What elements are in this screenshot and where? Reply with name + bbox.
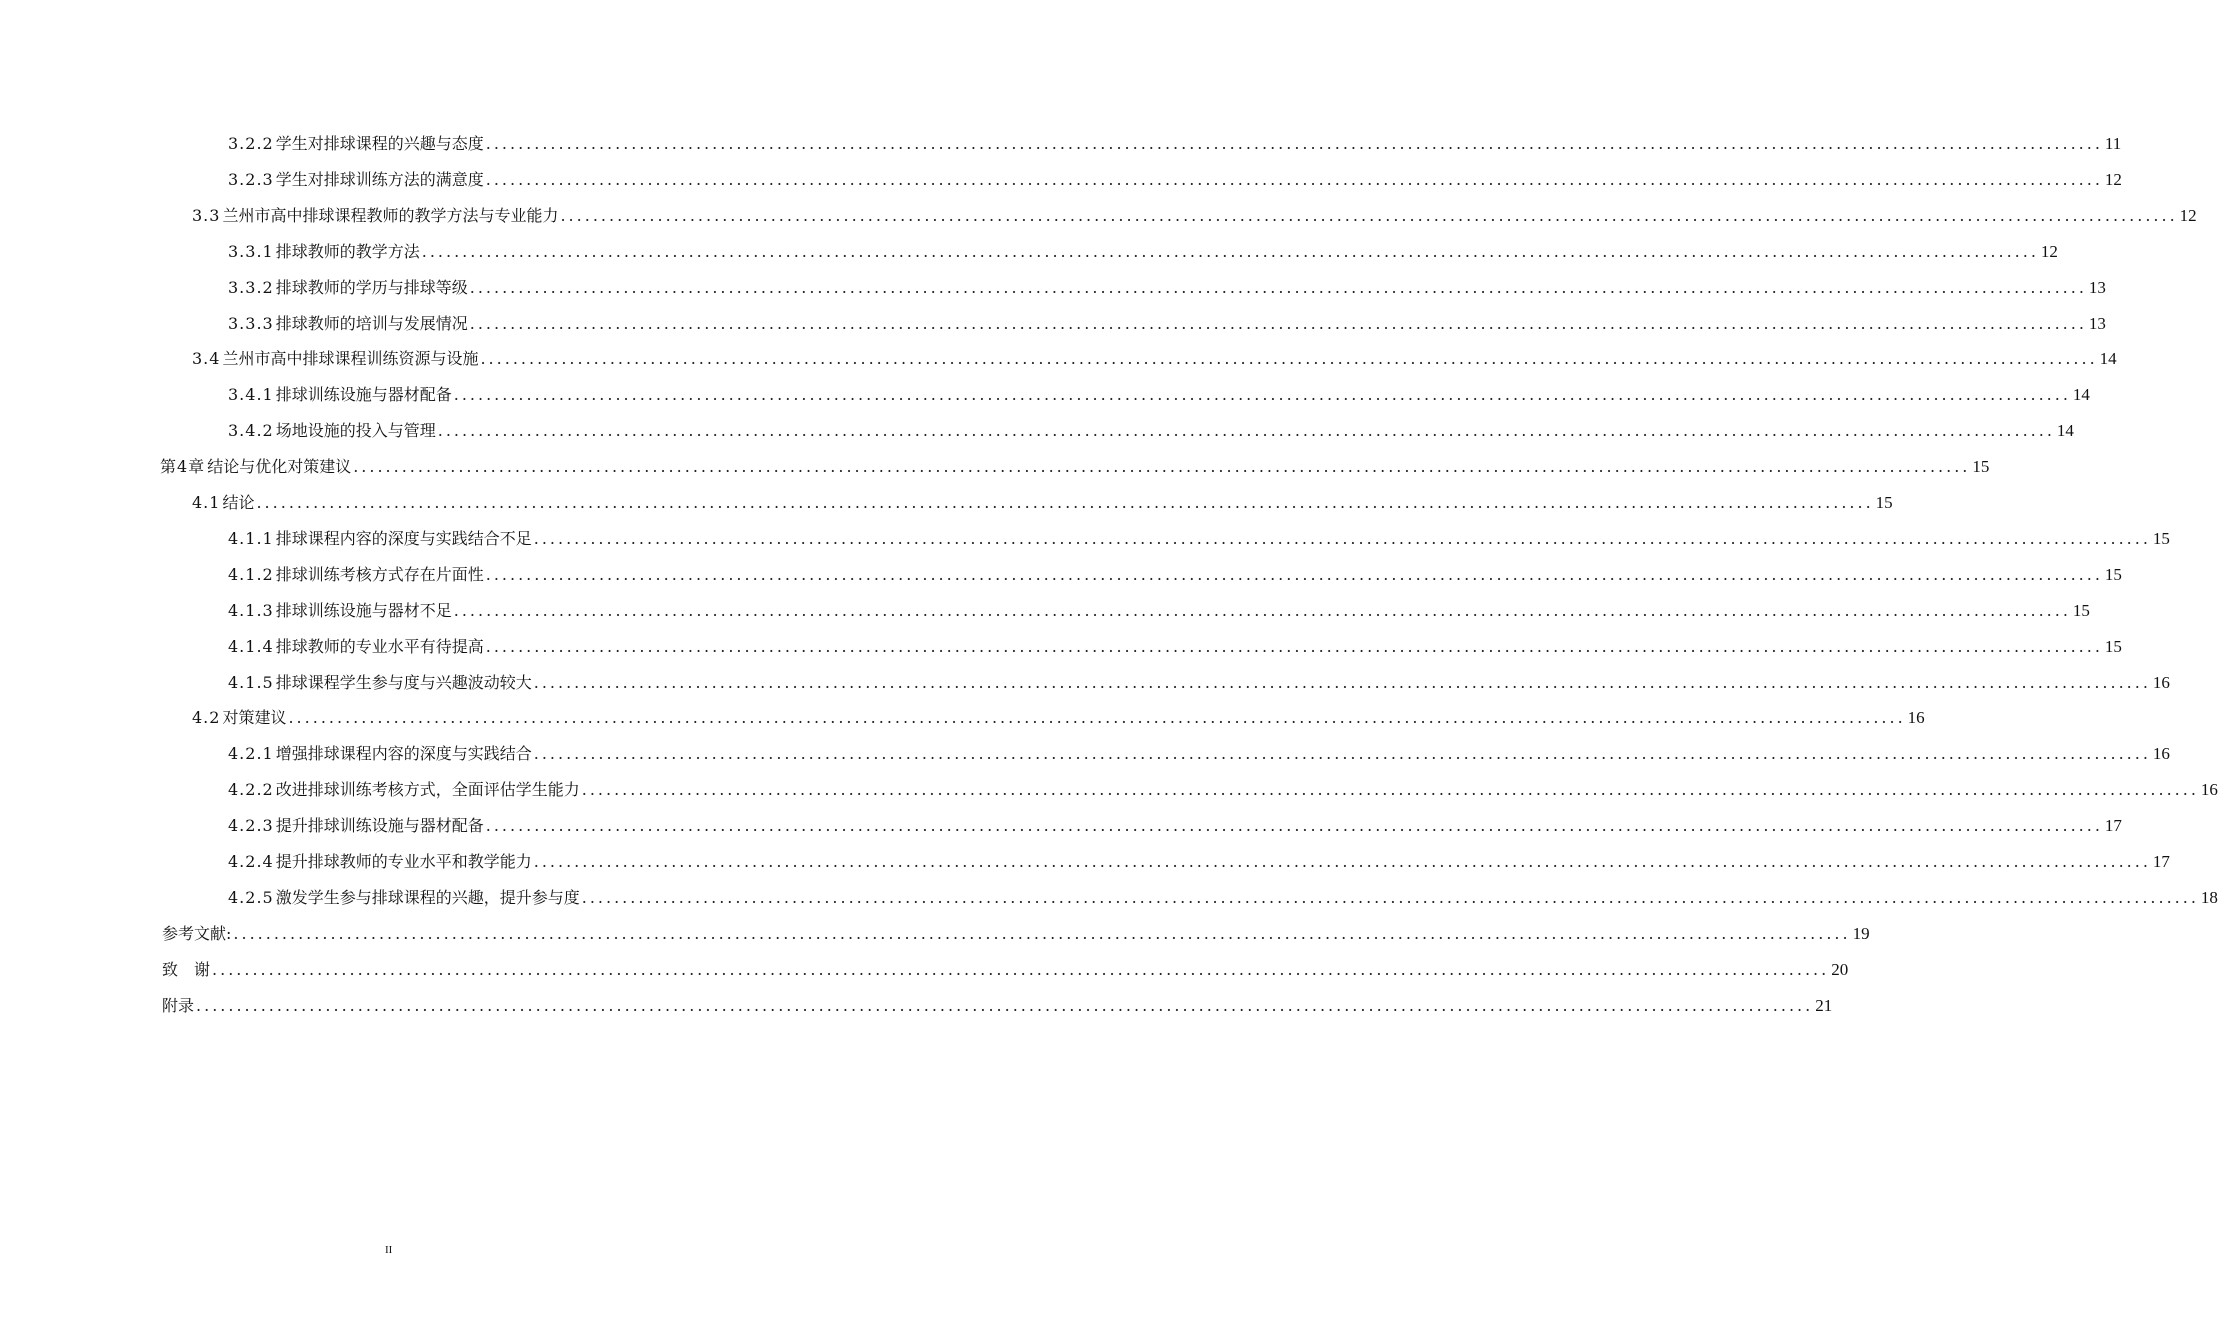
toc-entry-page: 20 xyxy=(1831,959,1849,979)
toc-entry-title: 改进排球训练考核方式，全面评估学生能力 xyxy=(275,780,580,800)
dot-leader: ........................................................................................................................................................................................................ xyxy=(485,169,2103,189)
toc-entry-number: 3.4 xyxy=(192,349,221,369)
toc-entry-title: 提升排球教师的专业水平和教学能力 xyxy=(275,852,532,871)
toc-entry-number: 3.3.3 xyxy=(228,313,274,333)
toc-entry-title: 排球教师的教学方法 xyxy=(275,241,420,261)
dot-leader: ........................................................................................................................................................................................................ xyxy=(288,708,1906,728)
toc-entry[interactable] xyxy=(160,994,1833,1018)
toc-entry-title: 提升排球训练设施与器材配备 xyxy=(275,816,484,836)
toc-entry-number: 4.2.5 xyxy=(228,887,274,907)
toc-entry[interactable] xyxy=(160,958,1849,982)
dot-leader: ........................................................................................................................................................................................................ xyxy=(533,672,2151,692)
toc-entry-number: 3.4.1 xyxy=(228,385,274,405)
dot-leader: ........................................................................................................................................................................................................ xyxy=(533,852,2151,871)
toc-entry-number: 4.2.2 xyxy=(228,780,274,800)
toc-entry-title: 学生对排球训练方法的满意度 xyxy=(275,169,484,189)
toc-entry-number: 4.2.1 xyxy=(228,744,274,764)
toc-entry-number: 第4章 xyxy=(160,457,206,477)
toc-entry-page: 17 xyxy=(2152,852,2170,871)
toc-entry-page: 14 xyxy=(2099,349,2117,369)
dot-leader: ........................................................................................................................................................................................................ xyxy=(533,744,2151,764)
toc-entry-number: 4.1.5 xyxy=(228,672,274,692)
toc-entry-number: 4.2.3 xyxy=(228,816,274,836)
toc-entry[interactable] xyxy=(228,240,2058,264)
toc-entry[interactable] xyxy=(160,455,1990,479)
toc-entry-number: 4.1.2 xyxy=(228,564,274,584)
toc-entry[interactable] xyxy=(228,168,2122,192)
toc-entry-number: 4.1 xyxy=(192,493,221,512)
toc-entry-page: 17 xyxy=(2104,816,2122,836)
toc-entry-number: 4.1.1 xyxy=(228,528,274,548)
toc-entry-page: 16 xyxy=(2152,672,2170,692)
toc-entry[interactable] xyxy=(228,742,2170,766)
toc-entry[interactable] xyxy=(228,132,2122,156)
dot-leader: ........................................................................................................................................................................................................ xyxy=(485,636,2103,656)
toc-entry-title: 兰州市高中排球课程训练资源与设施 xyxy=(222,349,479,369)
toc-entry-title: 排球训练设施与器材配备 xyxy=(275,385,452,405)
dot-leader: ........................................................................................................................................................................................................ xyxy=(533,528,2151,548)
toc-entry-title: 结论与优化对策建议 xyxy=(207,457,352,477)
toc-entry-title: 排球训练考核方式存在片面性 xyxy=(275,564,484,584)
toc-entry-number: 4.1.3 xyxy=(228,600,274,620)
toc-entry-title: 排球教师的专业水平有待提高 xyxy=(275,636,484,656)
toc-entry-title: 排球教师的培训与发展情况 xyxy=(275,313,468,333)
toc-entry-page: 15 xyxy=(2152,528,2170,548)
page-number-footer: II xyxy=(385,1244,393,1256)
dot-leader: ........................................................................................................................................................................................................ xyxy=(480,349,2098,369)
toc-entry[interactable] xyxy=(228,527,2170,551)
toc-entry-page: 15 xyxy=(1972,457,1990,477)
dot-leader: ........................................................................................................................................................................................................ xyxy=(437,421,2055,441)
toc-entry[interactable] xyxy=(228,850,2170,874)
toc-entry-title: 附录 xyxy=(162,995,195,1015)
toc-entry[interactable] xyxy=(228,778,2218,802)
toc-entry-page: 13 xyxy=(2088,277,2106,297)
toc-entry-title: 排球教师的学历与排球等级 xyxy=(275,277,468,297)
dot-leader: ........................................................................................................................................................................................................ xyxy=(469,277,2087,297)
toc-entry[interactable] xyxy=(192,204,2197,228)
toc-entry-number: 3.3 xyxy=(192,205,221,225)
toc-entry[interactable] xyxy=(228,599,2090,623)
toc-entry-number: 3.3.1 xyxy=(228,241,274,261)
toc-entry-number: 4.1.4 xyxy=(228,636,274,656)
toc-entry-page: 16 xyxy=(2200,780,2218,800)
dot-leader: ........................................................................................................................................................................................................ xyxy=(212,959,1830,979)
dot-leader: ........................................................................................................................................................................................................ xyxy=(581,887,2199,907)
toc-entry-page: 14 xyxy=(2056,421,2074,441)
dot-leader: ........................................................................................................................................................................................................ xyxy=(485,564,2103,584)
toc-entry-title: 排球训练设施与器材不足 xyxy=(275,600,452,620)
toc-entry[interactable] xyxy=(192,706,1925,730)
toc-entry-number: 3.3.2 xyxy=(228,277,274,297)
toc-entry-title: 致 谢 xyxy=(162,959,211,979)
toc-entry-page: 15 xyxy=(1875,493,1893,512)
toc-entry[interactable] xyxy=(228,814,2122,838)
toc-entry-page: 18 xyxy=(2200,887,2218,907)
dot-leader: ........................................................................................................................................................................................................ xyxy=(233,923,1851,943)
toc-entry-number: 3.2.3 xyxy=(228,169,274,189)
toc-entry-page: 15 xyxy=(2072,600,2090,620)
toc-entry[interactable] xyxy=(228,312,2106,336)
toc-entry-title: 结论 xyxy=(222,493,255,512)
dot-leader: ........................................................................................................................................................................................................ xyxy=(453,600,2071,620)
toc-entry-title: 激发学生参与排球课程的兴趣，提升参与度 xyxy=(275,887,580,907)
dot-leader: ........................................................................................................................................................................................................ xyxy=(421,241,2039,261)
toc-entry-title: 对策建议 xyxy=(222,708,287,728)
toc-entry-page: 14 xyxy=(2072,385,2090,405)
toc-entry-title: 场地设施的投入与管理 xyxy=(275,421,436,441)
toc-entry-page: 15 xyxy=(2104,636,2122,656)
toc-entry-page: 12 xyxy=(2040,241,2058,261)
dot-leader: ........................................................................................................................................................................................................ xyxy=(485,816,2103,836)
toc-entry-page: 11 xyxy=(2104,134,2122,153)
toc-entry-page: 16 xyxy=(2152,744,2170,764)
toc-entry-title: 排球课程学生参与度与兴趣波动较大 xyxy=(275,672,532,692)
toc-entry[interactable] xyxy=(192,491,1893,515)
toc-entry-page: 12 xyxy=(2104,169,2122,189)
toc-entry[interactable] xyxy=(160,922,1870,946)
toc-entry[interactable] xyxy=(228,886,2218,910)
toc-entry-page: 21 xyxy=(1815,995,1833,1015)
dot-leader: ........................................................................................................................................................................................................ xyxy=(581,780,2199,800)
dot-leader: ........................................................................................................................................................................................................ xyxy=(469,313,2087,333)
toc-entry-title: 学生对排球课程的兴趣与态度 xyxy=(275,134,484,153)
dot-leader: ........................................................................................................................................................................................................ xyxy=(453,385,2071,405)
toc-entry-title: 排球课程内容的深度与实践结合不足 xyxy=(275,528,532,548)
toc-entry-page: 15 xyxy=(2104,564,2122,584)
toc-entry[interactable] xyxy=(228,671,2170,695)
toc-entry-title: 增强排球课程内容的深度与实践结合 xyxy=(275,744,532,764)
toc-entry-title: 参考文献: xyxy=(162,923,232,943)
toc-entry-number: 3.4.2 xyxy=(228,421,274,441)
dot-leader: ........................................................................................................................................................................................................ xyxy=(256,493,1874,512)
toc-entry[interactable] xyxy=(228,383,2090,407)
toc-entry[interactable] xyxy=(228,563,2122,587)
dot-leader: ........................................................................................................................................................................................................ xyxy=(560,205,2178,225)
toc-entry-number: 3.2.2 xyxy=(228,134,274,153)
dot-leader: ........................................................................................................................................................................................................ xyxy=(353,457,1971,477)
toc-entry-page: 12 xyxy=(2179,205,2197,225)
toc-entry[interactable] xyxy=(192,347,2117,371)
toc-entry-page: 13 xyxy=(2088,313,2106,333)
toc-entry-page: 16 xyxy=(1907,708,1925,728)
toc-entry[interactable] xyxy=(228,635,2122,659)
toc-entry-number: 4.2 xyxy=(192,708,221,728)
dot-leader: ........................................................................................................................................................................................................ xyxy=(196,995,1814,1015)
toc-entry-title: 兰州市高中排球课程教师的教学方法与专业能力 xyxy=(222,205,559,225)
toc-entry[interactable] xyxy=(228,419,2074,443)
toc-entry-number: 4.2.4 xyxy=(228,852,274,871)
dot-leader: ........................................................................................................................................................................................................ xyxy=(485,134,2103,153)
toc-entry-page: 19 xyxy=(1852,923,1870,943)
toc-entry[interactable] xyxy=(228,276,2106,300)
